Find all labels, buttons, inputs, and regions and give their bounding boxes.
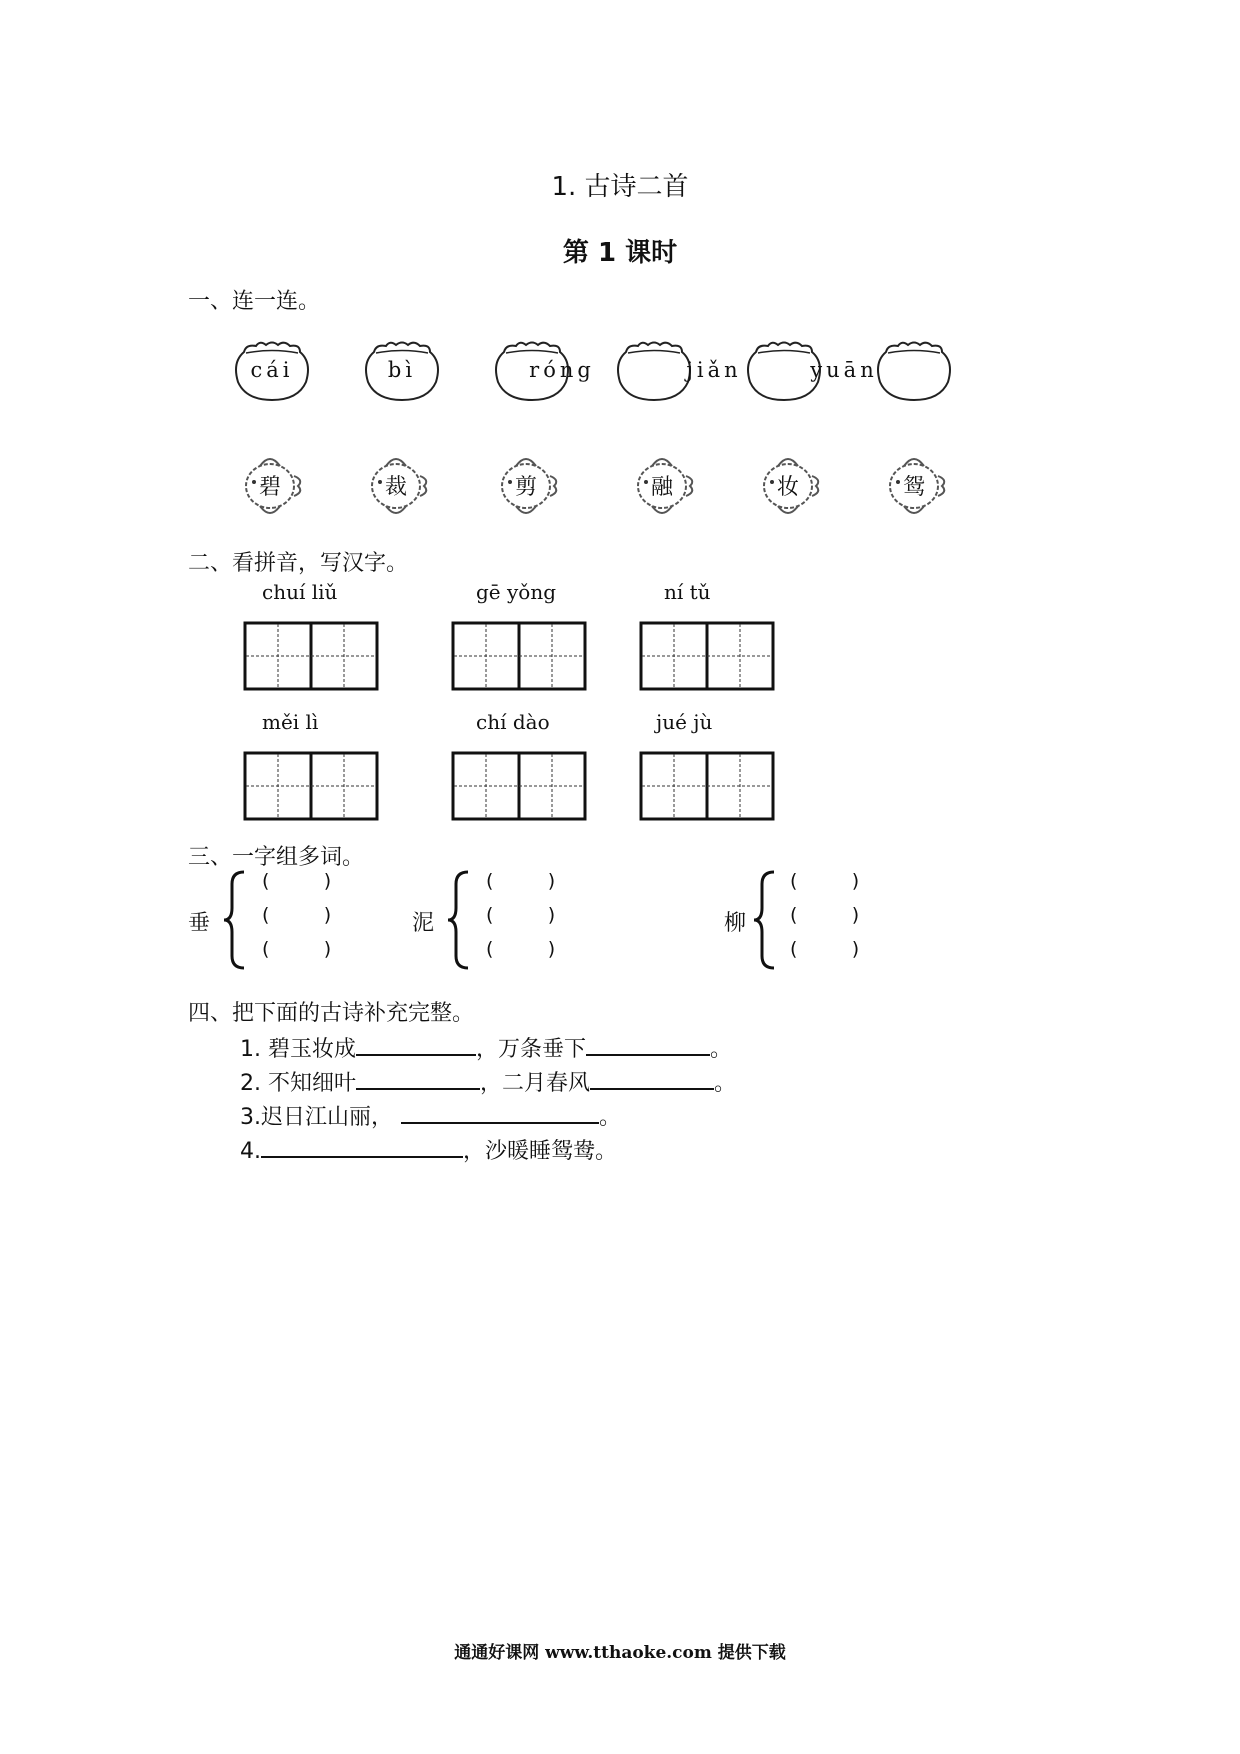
left-brace-icon (446, 870, 470, 970)
poem-text: 。 (714, 1071, 737, 1096)
pinyin-label: ní tǔ (664, 580, 711, 604)
poem-text: 2. 不知细叶 (240, 1071, 356, 1096)
pot-item[interactable] (748, 338, 878, 402)
poem-text: ，二月春风 (479, 1071, 590, 1096)
pot-pinyin: róng (529, 358, 595, 382)
left-brace-icon (222, 870, 246, 970)
poem-text: ，沙暖睡鸳鸯。 (463, 1139, 618, 1164)
group-char: 泥 (412, 911, 435, 936)
pinyin-label: gē yǒng (476, 580, 557, 604)
answer-blank[interactable]: ( ) (262, 904, 332, 926)
answer-blank[interactable]: ( ) (486, 904, 556, 926)
pot-item[interactable] (496, 338, 595, 402)
section2-heading: 二、看拼音，写汉字。 (188, 551, 409, 576)
pot-pinyin: cái (250, 358, 294, 382)
answer-blank[interactable]: ( ) (790, 904, 860, 926)
poem-line (240, 1066, 736, 1097)
fill-blank[interactable] (590, 1066, 714, 1090)
fish-item[interactable] (366, 446, 432, 524)
pinyin-label: chuí liǔ (262, 580, 338, 604)
pot-pinyin: bì (387, 358, 417, 382)
poem-text: 。 (710, 1037, 733, 1062)
poem-text: 3.迟日江山丽， (240, 1105, 393, 1130)
fill-blank[interactable] (356, 1066, 480, 1090)
fish-item[interactable] (632, 446, 698, 524)
answer-blank[interactable]: ( ) (486, 870, 556, 892)
writing-grid[interactable] (452, 622, 582, 686)
pot-item[interactable] (618, 338, 742, 402)
poem-line (240, 1134, 617, 1165)
fish-char: 妆 (776, 475, 799, 500)
pinyin-label: měi lì (262, 710, 319, 734)
page-title: 1. 古诗二首 (551, 172, 689, 202)
fill-blank[interactable] (261, 1134, 463, 1158)
poem-text: 1. 碧玉妆成 (240, 1037, 356, 1062)
group-char: 垂 (188, 911, 211, 936)
fill-blank[interactable] (586, 1032, 710, 1056)
answer-blank[interactable]: ( ) (486, 938, 556, 960)
section3-heading: 三、一字组多词。 (188, 845, 365, 870)
fish-char: 裁 (384, 475, 407, 500)
footer-credit: 通通好课网 www.tthaoke.com 提供下载 (454, 1643, 786, 1663)
answer-blank[interactable]: ( ) (790, 938, 860, 960)
fish-item[interactable] (240, 446, 306, 524)
writing-grid[interactable] (244, 622, 374, 686)
pinyin-label: jué jù (656, 710, 713, 734)
answer-blank[interactable]: ( ) (262, 938, 332, 960)
pot-item[interactable] (878, 338, 950, 402)
group-char: 柳 (724, 911, 747, 936)
answer-blank[interactable]: ( ) (262, 870, 332, 892)
left-brace-icon (752, 870, 776, 970)
fish-item[interactable] (758, 446, 824, 524)
poem-text: 4. (240, 1139, 261, 1164)
writing-grid[interactable] (640, 752, 770, 816)
section4-heading: 四、把下面的古诗补充完整。 (188, 1001, 475, 1026)
fish-item[interactable] (884, 446, 950, 524)
section1-heading: 一、连一连。 (188, 289, 321, 314)
fish-char: 鸳 (902, 475, 925, 500)
fish-char: 剪 (514, 475, 537, 500)
poem-line (240, 1032, 732, 1063)
writing-grid[interactable] (452, 752, 582, 816)
writing-grid[interactable] (640, 622, 770, 686)
fill-blank[interactable] (401, 1100, 599, 1124)
answer-blank[interactable]: ( ) (790, 870, 860, 892)
pot-item[interactable] (236, 338, 308, 402)
page-subtitle: 第 1 课时 (562, 238, 678, 268)
pot-icon (878, 338, 950, 402)
pot-pinyin: yuān (810, 358, 878, 382)
pot-pinyin: jiǎn (686, 358, 742, 382)
pinyin-label: chí dào (476, 710, 550, 734)
writing-grid[interactable] (244, 752, 374, 816)
fish-char: 融 (650, 475, 673, 500)
pot-item[interactable] (366, 338, 438, 402)
poem-line (240, 1100, 621, 1131)
fish-item[interactable] (496, 446, 562, 524)
fish-char: 碧 (258, 475, 281, 500)
poem-text: 。 (599, 1105, 622, 1130)
fill-blank[interactable] (356, 1032, 476, 1056)
poem-text: ，万条垂下 (475, 1037, 586, 1062)
